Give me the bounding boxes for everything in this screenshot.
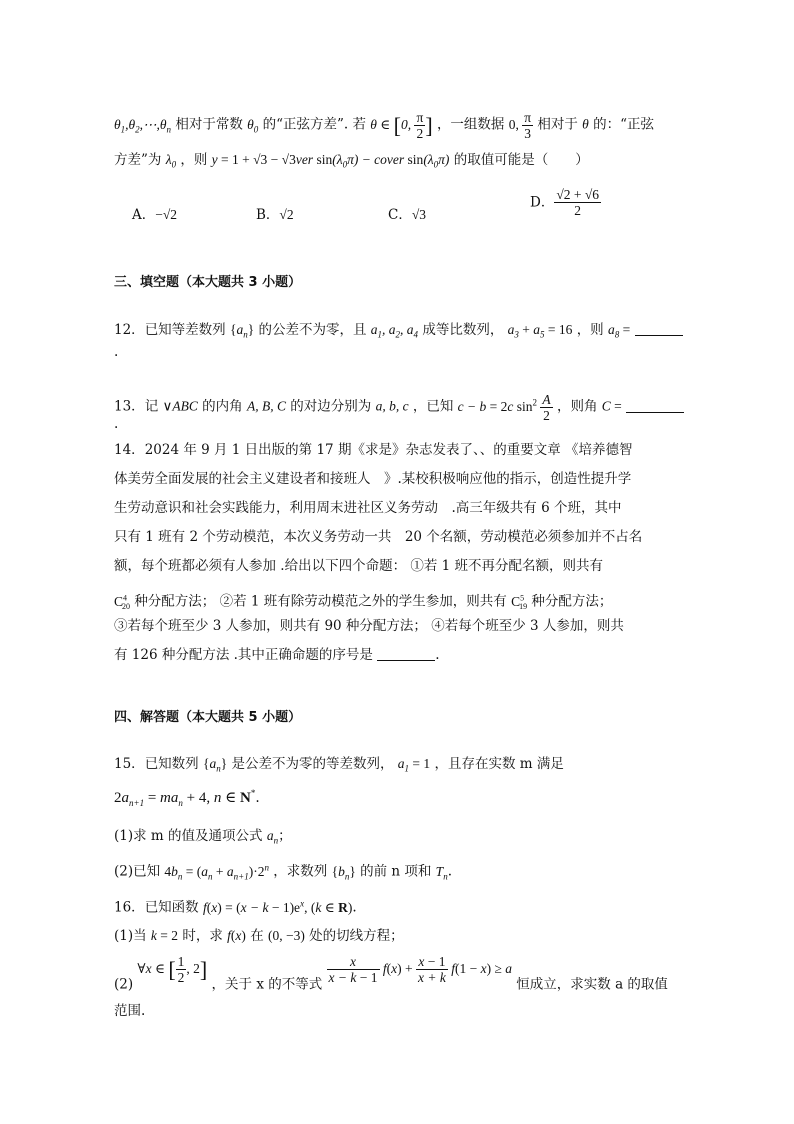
q16-part-2-tail: 范围. — [114, 1003, 146, 1019]
q14-line-4: 只有 1 班有 2 个劳动模范，本次义务劳动一共 20 个名额，劳动模范必须参加并不占名 — [114, 529, 643, 545]
answer-blank[interactable] — [635, 321, 683, 336]
q14-line-2: 体美劳全面发展的社会主义建设者和接班人 》.某校积极响应他的指示，创造性提升学 — [114, 471, 632, 487]
question-16: 16．已知函数 $f(x) = (x - k - 1)e^x$, (k ∈ R). — [114, 898, 357, 916]
option-a: A．−√2 — [132, 207, 178, 223]
q11-expression: y = 1 + √3 − √3ver $\sin(\lambda_0\pi)$ − cover $\sin(\lambda_0\pi)$ — [211, 152, 450, 170]
answer-blank[interactable] — [377, 646, 435, 661]
q15-part-2: (2)已知 $4b_n = (a_n + a_{n+1})\cdot 2^n$ ，求数列 $\{b_n\}$ 的前 n 项和 $T_n$. — [114, 862, 452, 882]
q14-line-8: 有 126 种分配方法 .其中正确命题的序号是 . — [114, 647, 440, 663]
section-heading: 三、填空题（本大题共 3 小题） — [114, 275, 302, 290]
q11-line-2: 方差”为 $\lambda_0$ ，则 y = 1 + √3 − √3ver $\sin(\lambda_0\pi)$ − cover $\sin(\lambda_0\pi)$ 的取值可能是（ ） — [114, 152, 589, 170]
q15-condition: $2a_{n+1} = ma_n + 4$, n ∈ N*. — [114, 788, 260, 808]
question-15: 15．已知数列 $\{a_n\}$ 是公差不为零的等差数列， $a_1 = 1$ ，且存在实数 m 满足 — [114, 756, 564, 774]
theta-interval: θ ∈ [0, $\frac{\pi}{2}$ ] — [370, 110, 433, 141]
option-c: C．√3 — [388, 207, 427, 223]
q16-part-1: (1)当 k = 2 时，求 f(x) 在 (0, −3) 处的切线方程； — [114, 928, 404, 944]
option-d: D． $\frac{√2 + √6}{2}$ — [530, 187, 600, 218]
q16-part-2: (2) ∀x ∈ [ $\frac{1}{2}$ , 2] ，关于 x 的不等式 $\frac{x}{x - k - 1}$ f(x) + $\frac{x - 1}{x + k}$ f(1 − x) ≥ a 恒成立，求实数 a 的取值 — [114, 954, 668, 993]
q14-line-7: ③若每个班至少 3 人参加，则共有 90 种分配方法； ④若每个班至少 3 人参加，则共 — [114, 618, 624, 634]
answer-blank[interactable] — [626, 398, 684, 413]
q11-line-1: $\theta_1,\theta_2,\cdots,\theta_n$ 相对于常数 $\theta_0$ 的“正弦方差”. 若 θ ∈ [0, $\frac{\pi}{2}$ ] ，一组数据 0, $\frac{\pi}{3}$ 相对于 θ 的：“正弦 — [114, 110, 654, 141]
q14-line-3: 生劳动意识和社会实践能力，利用周末进社区义务劳动 .高三年级共有 6 个班，其中 — [114, 500, 622, 516]
q14-line-1: 14．2024 年 9 月 1 日出版的第 17 期《求是》杂志发表了、、的重要文章 《培养德智 — [114, 442, 633, 458]
question-12: 12．已知等差数列 $\{a_n\}$ 的公差不为零，且 $a_1$, $a_2$, $a_4$ 成等比数列， $a_3 + a_5 = 16$ ，则 $a_8$ = — [114, 320, 683, 345]
section-heading: 四、解答题（本大题共 5 小题） — [114, 710, 302, 725]
q12-tail: . — [114, 344, 119, 360]
option-b: B．√2 — [256, 207, 294, 223]
q15-part-1: (1)求 m 的值及通项公式 $a_n$； — [114, 828, 292, 846]
question-13: 13．记 ∨ABC 的内角 A, B, C 的对边分别为 a, b, c ，已知 c − b = 2c $\sin^2$ $\frac{A}{2}$ ，则角 C = — [114, 392, 684, 423]
q13-tail: . — [114, 416, 119, 432]
q14-line-5: 额，每个班都必须有人参加 .给出以下四个命题： ①若 1 班不再分配名额，则共有 — [114, 558, 604, 574]
q14-line-6: $C^4_{20}$ 种分配方法； ②若 1 班有除劳动模范之外的学生参加，则共有 $C^5_{19}$ 种分配方法； — [114, 593, 613, 612]
theta-list: $\theta_1,\theta_2,\cdots,\theta_n$ — [114, 116, 172, 135]
